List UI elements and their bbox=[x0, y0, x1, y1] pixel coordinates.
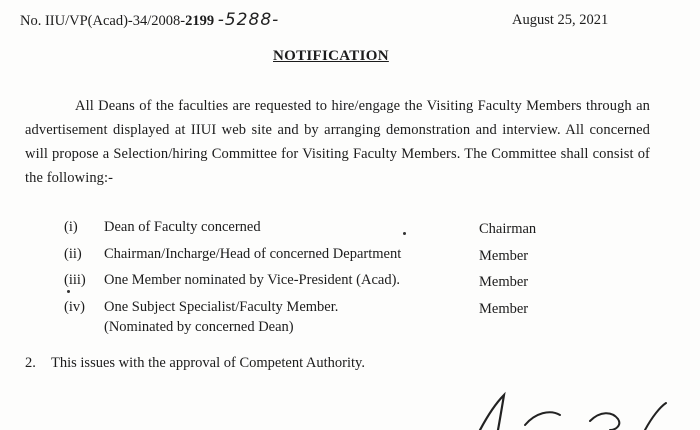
reference-number bbox=[20, 10, 279, 30]
item-role: Member bbox=[479, 248, 529, 264]
document-title: NOTIFICATION bbox=[273, 48, 389, 64]
ref-prefix: No. IIU/VP(Acad)-34/2008- bbox=[20, 13, 186, 29]
item-text: One Member nominated by Vice-President (Acad). bbox=[104, 272, 401, 288]
item-role: Member bbox=[479, 301, 529, 317]
item-number: (iii) bbox=[64, 272, 86, 288]
ink-speck bbox=[403, 232, 406, 235]
item-text: One Subject Specialist/Faculty Member. bbox=[104, 299, 339, 315]
committee-note: (Nominated by concerned Dean) bbox=[104, 319, 294, 335]
closing-text: This issues with the approval of Competent Authority. bbox=[51, 355, 365, 371]
document-date: August 25, 2021 bbox=[512, 12, 609, 28]
committee-item bbox=[64, 299, 338, 316]
body-paragraph: All Deans of the faculties are requested to hire/engage the Visiting Faculty Members through an advertisement displayed at IIUI web site and by arranging demonstration and interview. All concerned will propose a Selection/hiring Committee for Visiting Faculty Members. The Committee shall consist of the following:- bbox=[25, 98, 650, 186]
handwritten-ref-number: -5288- bbox=[217, 10, 280, 30]
signature bbox=[440, 385, 690, 430]
committee-item bbox=[64, 272, 400, 289]
ref-number: 2199 bbox=[185, 13, 215, 29]
item-text: Dean of Faculty concerned bbox=[104, 219, 261, 235]
item-text: Chairman/Incharge/Head of concerned Department bbox=[104, 246, 402, 262]
item-role: Chairman bbox=[479, 221, 537, 237]
closing-statement bbox=[25, 355, 365, 372]
item-number: (iv) bbox=[64, 299, 85, 315]
item-number: (i) bbox=[64, 219, 78, 235]
ink-speck bbox=[67, 290, 70, 293]
item-number: (ii) bbox=[64, 246, 82, 262]
committee-item bbox=[64, 219, 261, 236]
closing-number: 2. bbox=[25, 355, 36, 371]
item-role: Member bbox=[479, 274, 529, 290]
committee-item bbox=[64, 246, 401, 263]
